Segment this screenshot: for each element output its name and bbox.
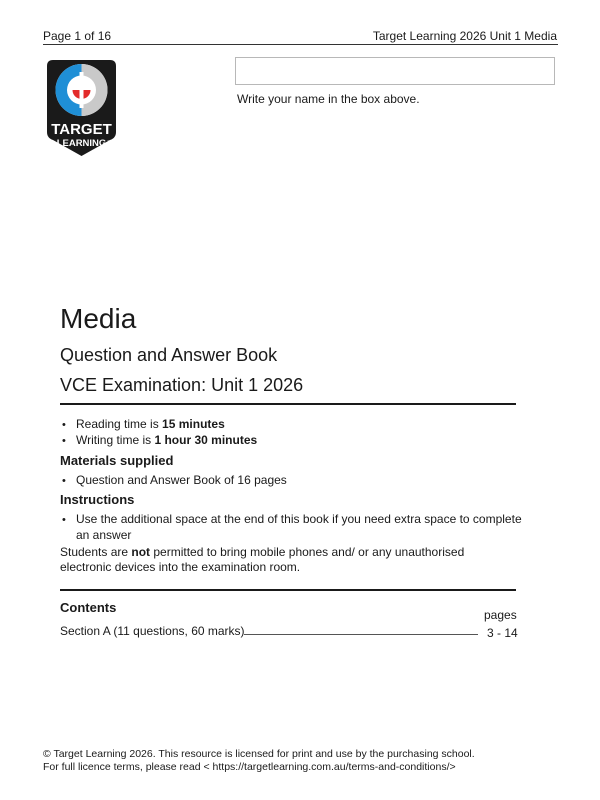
running-title: Target Learning 2026 Unit 1 Media xyxy=(372,29,557,43)
instruction-item-continued: an answer xyxy=(76,528,132,542)
reading-time-item: • Reading time is 15 minutes xyxy=(62,417,225,431)
materials-item: • Question and Answer Book of 16 pages xyxy=(62,473,287,487)
bullet-icon: • xyxy=(62,419,66,431)
reading-time-value: 15 minutes xyxy=(162,417,225,431)
contents-divider xyxy=(60,589,516,591)
contents-heading: Contents xyxy=(60,600,117,615)
exam-title: VCE Examination: Unit 1 2026 xyxy=(60,375,304,395)
book-subtitle: Question and Answer Book xyxy=(60,345,278,365)
logo-line2: LEARNING xyxy=(56,138,107,149)
pages-label: pages xyxy=(484,608,517,622)
bullet-icon: • xyxy=(62,514,66,526)
materials-heading: Materials supplied xyxy=(60,453,174,468)
writing-time-item: • Writing time is 1 hour 30 minutes xyxy=(62,433,258,447)
contents-leader-line xyxy=(244,634,478,635)
instruction-item: • Use the additional space at the end of this book if you need extra space to complete xyxy=(62,512,522,526)
contents-section-pages: 3 - 14 xyxy=(487,626,518,640)
writing-time-value: 1 hour 30 minutes xyxy=(154,433,258,447)
bullet-icon: • xyxy=(62,475,66,487)
notice-emphasis: not xyxy=(131,545,151,559)
target-learning-logo xyxy=(43,56,120,160)
bullet-icon: • xyxy=(62,435,66,447)
page-indicator: Page 1 of 16 xyxy=(43,29,112,43)
student-name-box[interactable] xyxy=(235,57,555,85)
cover-divider xyxy=(60,403,516,405)
logo-trademark: ™ xyxy=(107,139,111,144)
logo-emblem-icon xyxy=(43,56,120,160)
logo-line1: TARGET xyxy=(51,121,112,138)
footer-licence-link[interactable]: For full licence terms, please read < https://targetlearning.com.au/terms-and-conditions/> xyxy=(43,761,456,773)
instructions-heading: Instructions xyxy=(60,492,135,507)
contents-section-label: Section A (11 questions, 60 marks) xyxy=(60,624,245,638)
header-divider xyxy=(43,44,558,45)
name-box-hint: Write your name in the box above. xyxy=(237,92,420,106)
footer-copyright: © Target Learning 2026. This resource is licensed for print and use by the purchasing school. xyxy=(43,748,475,760)
device-notice: Students are not permitted to bring mobile phones and/ or any unauthorised electronic devices into the examination room. xyxy=(60,545,465,574)
page-title: Media xyxy=(60,303,137,334)
